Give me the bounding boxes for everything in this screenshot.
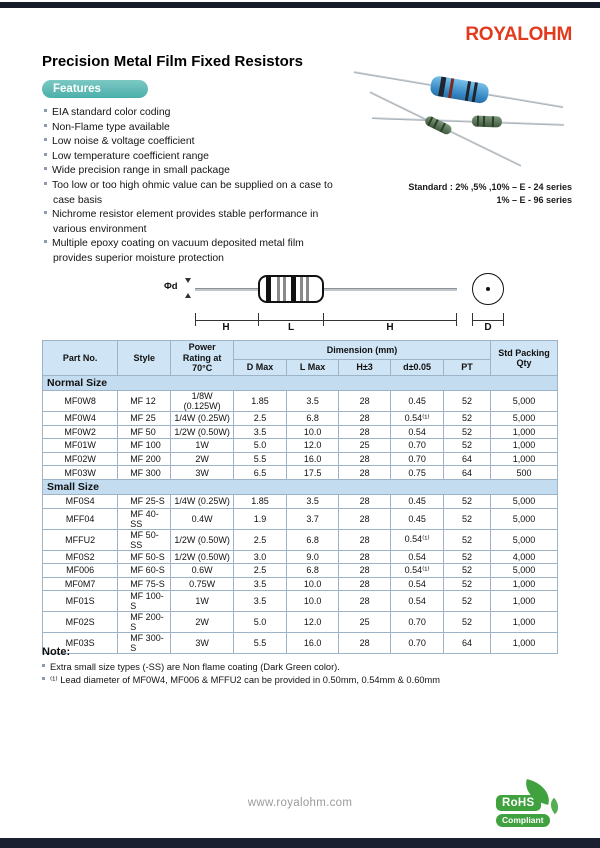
table-cell: 52 [444,577,491,591]
col-header-dimension: Dimension (mm) [234,341,491,360]
list-item [44,106,336,121]
table-row [43,391,558,412]
table-cell: 1.85 [234,494,287,508]
website-link[interactable]: www.royalohm.com [247,797,353,809]
table-cell: 1.85 [234,391,287,412]
table-cell: MF01S [43,591,118,612]
table-cell: 5,000 [490,494,557,508]
table-row [43,425,558,439]
table-cell: 3.0 [234,550,287,564]
table-cell: 52 [444,529,491,550]
list-item-text: Too low or too high ohmic value can be supplied on a case to case basis [52,179,333,206]
table-cell: MF03S [43,633,118,654]
dim-label-h-left: H [222,322,230,333]
table-cell: 28 [339,452,391,466]
list-item [44,208,336,237]
table-cell: 500 [490,466,557,480]
table-cell: MF 75-S [118,577,171,591]
table-cell: 4,000 [490,550,557,564]
table-cell: 5.5 [234,452,287,466]
table-cell: MF 200 [118,452,171,466]
table-cell: MF 25 [118,412,171,426]
table-cell: 1,000 [490,425,557,439]
table-cell: 52 [444,508,491,529]
table-cell: 16.0 [287,452,339,466]
table-cell: 0.54 [391,425,444,439]
table-cell: 0.70 [391,452,444,466]
table-cell: 52 [444,425,491,439]
table-row [43,439,558,453]
dim-label-d: D [484,322,492,333]
table-cell: 6.5 [234,466,287,480]
table-cell: 52 [444,591,491,612]
col-header-power: Power Rating at 70°C [171,341,234,376]
table-cell: 1,000 [490,439,557,453]
table-cell: 0.75W [171,577,234,591]
list-item-text: Non-Flame type available [52,121,170,133]
list-item [44,164,336,179]
rohs-compliant-badge: Compliant [496,814,550,827]
table-cell: 28 [339,391,391,412]
table-cell: 5,000 [490,508,557,529]
list-item-text: Multiple epoxy coating on vacuum deposited metal film provides superior moisture protection [52,238,304,264]
col-header-part-no: Part No. [43,341,118,376]
table-cell: 1/2W (0.50W) [171,425,234,439]
table-cell: 5,000 [490,564,557,578]
col-header-packing: Std Packing Qty [490,341,557,376]
table-cell: 1/2W (0.50W) [171,529,234,550]
table-cell: 5,000 [490,529,557,550]
table-cell: 28 [339,494,391,508]
table-cell: 25 [339,612,391,633]
table-cell: MFFU2 [43,529,118,550]
table-cell: MF0M7 [43,577,118,591]
list-item-text: Low temperature coefficient range [52,150,209,162]
table-cell: 2.5 [234,412,287,426]
table-row [43,564,558,578]
table-cell: 0.70 [391,633,444,654]
table-cell: 0.54 [391,591,444,612]
table-cell: 17.5 [287,466,339,480]
table-cell: MF 50-S [118,550,171,564]
table-cell: 52 [444,612,491,633]
table-cell: 1/4W (0.25W) [171,494,234,508]
table-cell: 28 [339,550,391,564]
table-cell: 0.70 [391,439,444,453]
resistor-green-horizontal [372,118,564,125]
table-cell: MF 12 [118,391,171,412]
table-cell: 1,000 [490,591,557,612]
table-cell: MFF04 [43,508,118,529]
table-cell: MF 300 [118,466,171,480]
list-item [44,179,336,208]
tolerance-standard-note [362,181,572,206]
table-cell: MF 60-S [118,564,171,578]
page-title: Precision Metal Film Fixed Resistors [42,53,303,70]
resistor-body [472,115,502,127]
table-cell: 0.54⁽¹⁾ [391,412,444,426]
table-cell: 10.0 [287,577,339,591]
dim-label-h-right: H [386,322,394,333]
table-row [43,577,558,591]
table-row [43,494,558,508]
diagram-lead-wire [195,288,457,291]
features-heading-badge: Features [42,80,148,98]
table-cell: MF 25-S [118,494,171,508]
table-cell: 6.8 [287,412,339,426]
royalohm-logo: ROYALOHM [465,24,572,45]
table-cell: 28 [339,577,391,591]
table-cell: 28 [339,508,391,529]
table-cell: 3W [171,633,234,654]
table-cell: MF 40-SS [118,508,171,529]
col-header-d-tol: d±0.05 [391,360,444,376]
table-row [43,612,558,633]
table-cell: 3.5 [234,577,287,591]
table-cell: 1/2W (0.50W) [171,550,234,564]
end-view-center-dot [486,287,490,291]
table-cell: 5,000 [490,412,557,426]
col-header-h: H±3 [339,360,391,376]
table-cell: 0.75 [391,466,444,480]
table-cell: MF0W2 [43,425,118,439]
bullet-icon [44,240,47,243]
list-item-text: EIA standard color coding [52,107,171,118]
table-cell: 3W [171,466,234,480]
list-item-text: Extra small size types (-SS) are Non flame coating (Dark Green color). [50,662,340,672]
table-cell: 0.45 [391,391,444,412]
bullet-icon [44,124,47,127]
table-cell: MF0S2 [43,550,118,564]
arrow-down-icon [185,278,191,283]
note-list [42,661,502,687]
table-section-small-size [43,479,558,653]
table-cell: 6.8 [287,529,339,550]
list-item-text: Nichrome resistor element provides stable performance in various environment [52,209,319,235]
resistor-green-diagonal [370,92,521,166]
list-item-text: ⁽¹⁾ Lead diameter of MF0W4, MF006 & MFFU2 can be provided in 0.50mm, 0.54mm & 0.60mm [50,675,441,685]
table-cell: 52 [444,439,491,453]
table-row [43,591,558,612]
table-cell: 0.54 [391,577,444,591]
table-cell: MF02S [43,612,118,633]
table-cell: 64 [444,633,491,654]
table-cell: 1W [171,591,234,612]
table-cell: MF 100 [118,439,171,453]
table-cell: 52 [444,550,491,564]
bullet-icon [44,167,47,170]
table-cell: 1/8W (0.125W) [171,391,234,412]
table-cell: MF01W [43,439,118,453]
table-cell: MF 300-S [118,633,171,654]
table-cell: MF006 [43,564,118,578]
table-cell: MF 200-S [118,612,171,633]
bullet-icon [44,182,47,185]
table-cell: 16.0 [287,633,339,654]
table-cell: 2W [171,612,234,633]
table-cell: 28 [339,633,391,654]
bullet-icon [44,211,47,214]
table-cell: 5.0 [234,612,287,633]
table-cell: 5.5 [234,633,287,654]
list-item-text: Wide precision range in small package [52,165,230,177]
table-cell: 52 [444,391,491,412]
resistor-lead [372,117,564,125]
table-cell: 0.70 [391,612,444,633]
table-cell: 3.7 [287,508,339,529]
bullet-icon [42,664,45,667]
table-cell: 28 [339,466,391,480]
table-cell: 1/4W (0.25W) [171,412,234,426]
table-cell: 3.5 [287,391,339,412]
rohs-logo [496,786,562,838]
table-cell: 5.0 [234,439,287,453]
table-row [43,529,558,550]
top-accent-bar [0,2,600,8]
resistor-blue [354,72,563,107]
table-section-row [43,479,558,494]
table-cell: 28 [339,591,391,612]
note-block [42,646,502,687]
table-cell: 12.0 [287,439,339,453]
table-row [43,508,558,529]
table-cell: 25 [339,439,391,453]
table-cell: 64 [444,466,491,480]
table-cell: 52 [444,412,491,426]
dimension-line [195,320,457,321]
table-cell: MF 100-S [118,591,171,612]
table-cell: MF0W8 [43,391,118,412]
dimension-line-d [472,320,504,321]
list-item [44,135,336,150]
table-cell: MF 50 [118,425,171,439]
col-header-l-max: L Max [287,360,339,376]
table-cell: 0.54⁽¹⁾ [391,564,444,578]
table-cell: 28 [339,564,391,578]
table-cell: 1.9 [234,508,287,529]
table-cell: 3.5 [234,591,287,612]
table-row [43,466,558,480]
col-header-d-max: D Max [234,360,287,376]
table-cell: MF02W [43,452,118,466]
table-cell: 2.5 [234,529,287,550]
section-label: Normal Size [43,376,558,391]
arrow-up-icon [185,293,191,298]
table-cell: 0.4W [171,508,234,529]
dim-label-l: L [287,322,295,333]
resistor-body [424,115,454,136]
table-cell: 1,000 [490,452,557,466]
table-cell: 12.0 [287,612,339,633]
table-cell: MF0W4 [43,412,118,426]
diagram-resistor-body [258,275,324,303]
table-cell: 1W [171,439,234,453]
table-cell: 1,000 [490,577,557,591]
table-cell: 52 [444,494,491,508]
list-item [42,661,502,674]
table-cell: 3.5 [234,425,287,439]
bullet-icon [44,138,47,141]
table-cell: 0.6W [171,564,234,578]
table-section-row [43,376,558,391]
table-cell: 2W [171,452,234,466]
list-item [44,150,336,165]
table-cell: 2.5 [234,564,287,578]
table-cell: 5,000 [490,391,557,412]
col-header-style: Style [118,341,171,376]
list-item-text: Low noise & voltage coefficient [52,136,195,148]
section-label: Small Size [43,479,558,494]
table-cell: 1,000 [490,633,557,654]
resistor-body [429,75,490,104]
features-list [44,106,336,267]
table-cell: 10.0 [287,425,339,439]
table-cell: 3.5 [287,494,339,508]
table-cell: MF 50-SS [118,529,171,550]
specification-table [42,340,558,654]
bullet-icon [44,153,47,156]
table-cell: 9.0 [287,550,339,564]
table-row [43,550,558,564]
table-section-normal-size [43,376,558,480]
standard-line-1: Standard : 2% ,5% ,10% – E - 24 series [408,182,572,192]
list-item [44,121,336,136]
table-row [43,452,558,466]
bullet-icon [42,677,45,680]
note-title: Note: [42,646,71,658]
table-cell: 28 [339,425,391,439]
dimension-diagram [60,252,530,340]
col-header-pt: PT [444,360,491,376]
table-cell: 0.54 [391,550,444,564]
table-cell: 6.8 [287,564,339,578]
table-cell: 0.54⁽¹⁾ [391,529,444,550]
table-cell: 28 [339,412,391,426]
table-cell: 52 [444,564,491,578]
table-cell: 64 [444,452,491,466]
table-cell: MF0S4 [43,494,118,508]
rohs-badge: RoHS [496,795,541,811]
table-row [43,412,558,426]
list-item [42,674,502,687]
table-cell: 10.0 [287,591,339,612]
standard-line-2: 1% – E - 96 series [496,194,572,205]
table-cell: 0.45 [391,494,444,508]
table-cell: MF03W [43,466,118,480]
bottom-accent-bar [0,838,600,848]
table-cell: 1,000 [490,612,557,633]
table-cell: 0.45 [391,508,444,529]
table-cell: 28 [339,529,391,550]
product-photo [342,58,592,186]
lead-diameter-label: Φd [164,281,178,292]
bullet-icon [44,109,47,112]
